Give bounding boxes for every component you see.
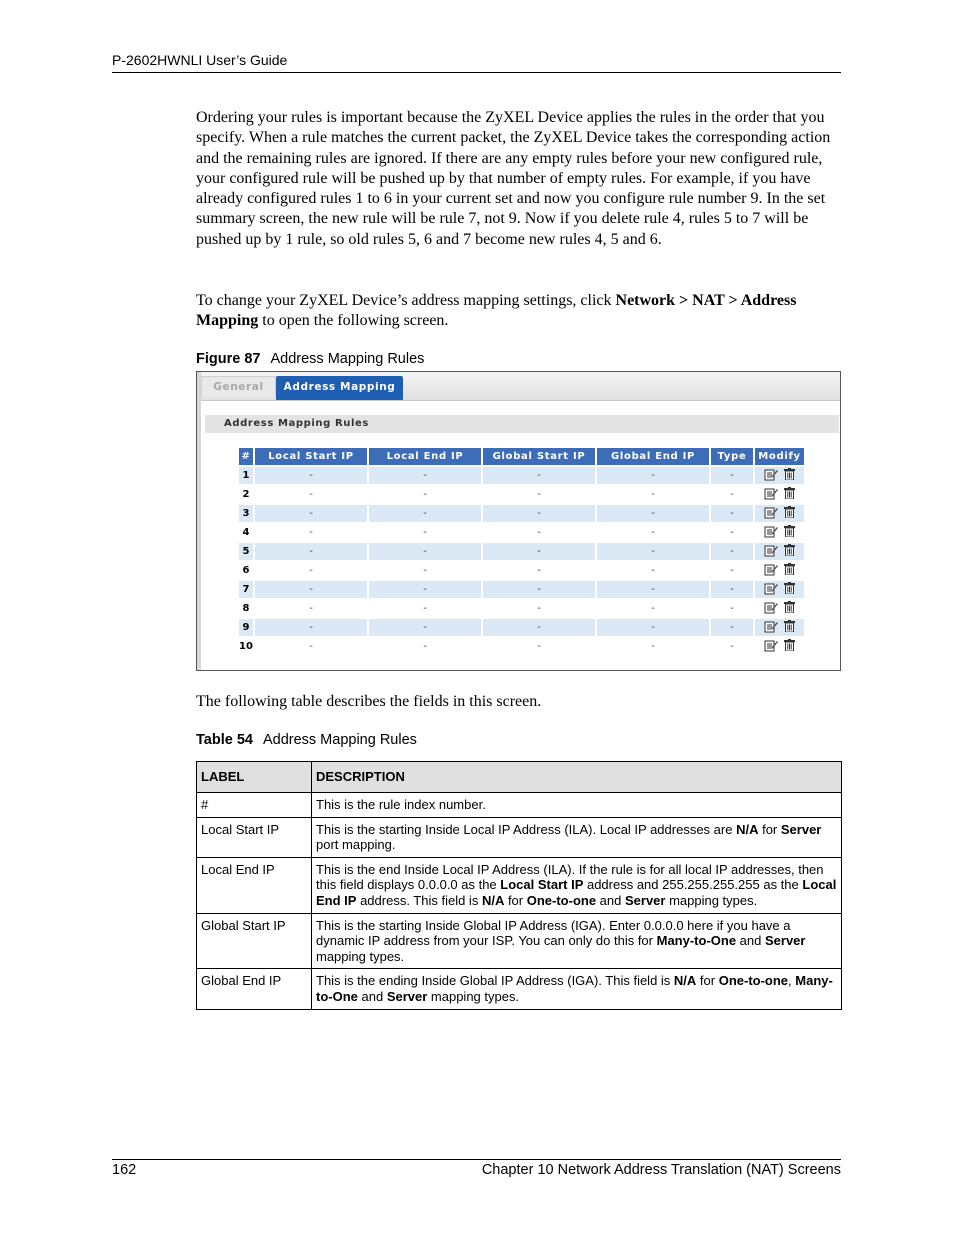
cell-local-start: - [309, 489, 313, 500]
table-row [197, 969, 842, 1009]
modify-cell [755, 524, 804, 541]
description-text: and [357, 988, 387, 1004]
table-row [239, 486, 804, 503]
bold-term: Local Start IP [500, 877, 584, 893]
rule-index: 10 [239, 641, 253, 652]
field-label: Global Start IP [197, 913, 312, 969]
cell-global-start: - [537, 565, 541, 576]
modify-cell [755, 467, 804, 484]
trash-icon[interactable] [784, 525, 795, 540]
bold-term: Server [386, 988, 428, 1004]
cell-type: - [730, 565, 734, 576]
header-title: P-2602HWNLI User’s Guide [112, 52, 288, 68]
tab-address-mapping[interactable]: Address Mapping [276, 376, 403, 400]
modify-cell [755, 505, 804, 522]
cell-global-start: - [483, 619, 595, 636]
table-row [197, 857, 842, 913]
description-text: and [736, 933, 765, 949]
cell-local-start: - [255, 505, 367, 522]
cell-local-start: - [309, 565, 313, 576]
cell-global-end: - [651, 565, 655, 576]
description-text: , [788, 973, 796, 989]
cell-local-start: - [309, 603, 313, 614]
description-text: This is the end Inside Local IP Address (ILA). If the rule is for all local IP addresses, then this field displays 0.0.0.0 as the [316, 861, 824, 893]
table-row [239, 562, 804, 579]
cell-global-end: - [597, 505, 709, 522]
table-title: Address Mapping Rules [262, 732, 417, 748]
table-header-row [239, 448, 804, 465]
table-label: Table 54 [196, 732, 253, 748]
field-description [312, 913, 842, 969]
trash-icon[interactable] [784, 506, 795, 521]
table-row [239, 524, 804, 541]
header-rule [112, 72, 841, 73]
cell-type: - [730, 641, 734, 652]
cell-global-start: - [483, 543, 595, 560]
table-row [239, 619, 804, 636]
column-header: Local End IP [369, 448, 481, 465]
cell-global-end: - [651, 603, 655, 614]
trash-icon[interactable] [784, 563, 795, 578]
edit-icon[interactable] [764, 506, 778, 522]
rule-index: 6 [242, 565, 250, 576]
description-header: DESCRIPTION [312, 762, 842, 793]
paragraph-table-intro [196, 692, 841, 712]
rule-index: 8 [242, 603, 250, 614]
bold-term: N/A [481, 892, 505, 908]
cell-type: - [730, 527, 734, 538]
cell-local-start: - [309, 527, 313, 538]
bold-term: Local End IP [316, 877, 837, 908]
paragraph-text: To change your ZyXEL Device’s address mapping settings, click [196, 292, 616, 309]
tab-general[interactable]: General [201, 376, 276, 397]
cell-local-end: - [423, 603, 427, 614]
description-text: mapping types. [316, 948, 405, 964]
cell-type: - [711, 467, 753, 484]
cell-global-end: - [651, 489, 655, 500]
bold-term: One-to-one [718, 973, 789, 989]
cell-type: - [730, 489, 734, 500]
trash-icon[interactable] [784, 639, 795, 654]
edit-icon[interactable] [764, 525, 778, 541]
modify-cell [755, 543, 804, 560]
rule-index: 2 [242, 489, 250, 500]
description-text: mapping types. [427, 988, 520, 1004]
table-row [239, 543, 804, 560]
bold-term: Many-to-One [656, 933, 737, 949]
bold-term: Server [624, 892, 666, 908]
address-mapping-rules-table [237, 446, 806, 657]
edit-icon[interactable] [764, 601, 778, 617]
table-row [197, 817, 842, 857]
edit-icon[interactable] [764, 582, 778, 598]
cell-local-start: - [255, 543, 367, 560]
rule-index: 7 [239, 581, 253, 598]
cell-global-end: - [651, 641, 655, 652]
edit-icon[interactable] [764, 563, 778, 579]
cell-type: - [711, 505, 753, 522]
edit-icon[interactable] [764, 620, 778, 636]
modify-cell [755, 619, 804, 636]
modify-cell [755, 486, 804, 503]
description-text: address and 255.255.255.255 as the [583, 877, 803, 893]
cell-global-start: - [483, 505, 595, 522]
table-row [239, 600, 804, 617]
field-label: # [197, 793, 312, 818]
rule-index: 1 [239, 467, 253, 484]
table-row [197, 793, 842, 818]
table-row [239, 638, 804, 655]
figure-title: Address Mapping Rules [270, 351, 425, 367]
cell-local-end: - [369, 467, 481, 484]
description-text: address. This field is [356, 892, 482, 908]
trash-icon[interactable] [784, 468, 795, 483]
rule-index: 5 [239, 543, 253, 560]
field-description [312, 969, 842, 1009]
paragraph-rule-ordering [196, 108, 841, 250]
field-label: Local Start IP [197, 817, 312, 857]
figure-label: Figure 87 [196, 351, 261, 367]
bold-term: N/A [736, 821, 759, 837]
description-text: for [696, 973, 719, 989]
cell-global-start: - [537, 641, 541, 652]
table-row [239, 467, 804, 484]
paragraph-navigation [196, 291, 841, 332]
description-text: mapping types. [665, 892, 758, 908]
section-title: Address Mapping Rules [205, 415, 839, 433]
cell-global-start: - [537, 527, 541, 538]
field-label: Local End IP [197, 857, 312, 913]
modify-cell [755, 600, 804, 617]
bold-term: Server [780, 821, 822, 837]
column-header: Modify [755, 448, 804, 465]
table-header-row [197, 762, 842, 793]
column-header: Global Start IP [483, 448, 595, 465]
modify-cell [755, 581, 804, 598]
description-text: port mapping. [316, 837, 396, 853]
column-header: Local Start IP [255, 448, 367, 465]
column-header: Global End IP [597, 448, 709, 465]
trash-icon[interactable] [784, 487, 795, 502]
edit-icon[interactable] [764, 487, 778, 503]
field-description [312, 817, 842, 857]
cell-global-start: - [537, 489, 541, 500]
cell-local-end: - [423, 565, 427, 576]
description-text: for [504, 892, 527, 908]
cell-local-end: - [423, 641, 427, 652]
cell-local-end: - [369, 505, 481, 522]
field-label: Global End IP [197, 969, 312, 1009]
paragraph-text: The following table describes the fields in this screen. [196, 693, 542, 710]
description-text: This is the starting Inside Local IP Address (ILA). Local IP addresses are [316, 821, 737, 837]
table-row [197, 913, 842, 969]
address-mapping-screenshot [196, 371, 841, 671]
table-row [239, 505, 804, 522]
chapter-title: Chapter 10 Network Address Translation (NAT) Screens [481, 1162, 841, 1178]
table-row [239, 581, 804, 598]
rule-index: 3 [239, 505, 253, 522]
trash-icon[interactable] [784, 620, 795, 635]
column-header: Type [711, 448, 753, 465]
cell-local-start: - [309, 641, 313, 652]
field-description [312, 857, 842, 913]
cell-local-end: - [369, 581, 481, 598]
cell-local-start: - [255, 619, 367, 636]
cell-type: - [730, 603, 734, 614]
cell-local-end: - [369, 543, 481, 560]
cell-global-end: - [597, 467, 709, 484]
cell-local-start: - [255, 581, 367, 598]
column-header: # [239, 448, 253, 465]
cell-global-end: - [597, 619, 709, 636]
frame-edge [197, 372, 201, 670]
description-text: This is the ending Inside Global IP Address (IGA). This field is [316, 973, 674, 989]
cell-type: - [711, 543, 753, 560]
figure-caption [196, 351, 424, 367]
trash-icon[interactable] [784, 601, 795, 616]
edit-icon[interactable] [764, 639, 778, 655]
description-text: for [758, 821, 781, 837]
field-description [312, 793, 842, 818]
page-number: 162 [112, 1162, 137, 1178]
modify-cell [755, 562, 804, 579]
cell-global-end: - [597, 543, 709, 560]
footer-rule [112, 1159, 841, 1160]
bold-term: N/A [673, 973, 697, 989]
paragraph-text: Ordering your rules is important because the ZyXEL Device applies the rules in the order that you specify. When a rule matches the current packet, the ZyXEL Device takes the corresponding action and the remaining rules are ignored. If there are any empty rules before your new configured rule, your configured rule will be pushed up by that number of empty rules. For example, if you have already configured rules 1 to 6 in your current set and now you configure rule number 9. In the set summary screen, the new rule will be rule 7, not 9. Now if you delete rule 4, rules 5 to 7 will be pushed up by 1 rule, so old rules 5, 6 and 7 become new rules 4, 5 and 6. [196, 109, 831, 248]
cell-global-end: - [651, 527, 655, 538]
rule-index: 4 [242, 527, 250, 538]
cell-local-end: - [369, 619, 481, 636]
cell-global-end: - [597, 581, 709, 598]
table-caption [196, 732, 417, 748]
edit-icon[interactable] [764, 544, 778, 560]
cell-local-end: - [423, 527, 427, 538]
bold-term: Many-to-One [316, 973, 833, 1004]
rule-index: 9 [239, 619, 253, 636]
cell-type: - [711, 619, 753, 636]
label-header: LABEL [197, 762, 312, 793]
menu-path: Network > NAT > Address Mapping [196, 292, 797, 330]
cell-local-end: - [423, 489, 427, 500]
edit-icon[interactable] [764, 468, 778, 484]
cell-global-start: - [483, 581, 595, 598]
modify-cell [755, 638, 804, 655]
description-text: This is the rule index number. [316, 797, 486, 812]
description-text: and [596, 892, 625, 908]
cell-global-start: - [483, 467, 595, 484]
trash-icon[interactable] [784, 582, 795, 597]
bold-term: One-to-one [526, 892, 597, 908]
trash-icon[interactable] [784, 544, 795, 559]
cell-global-start: - [537, 603, 541, 614]
description-text: This is the starting Inside Global IP Address (IGA). Enter 0.0.0.0 here if you have a dynamic IP address from your ISP. You can only do this for [316, 917, 791, 949]
bold-term: Server [764, 933, 806, 949]
cell-local-start: - [255, 467, 367, 484]
field-description-table [196, 761, 842, 1010]
paragraph-text: to open the following screen. [258, 312, 449, 330]
cell-type: - [711, 581, 753, 598]
